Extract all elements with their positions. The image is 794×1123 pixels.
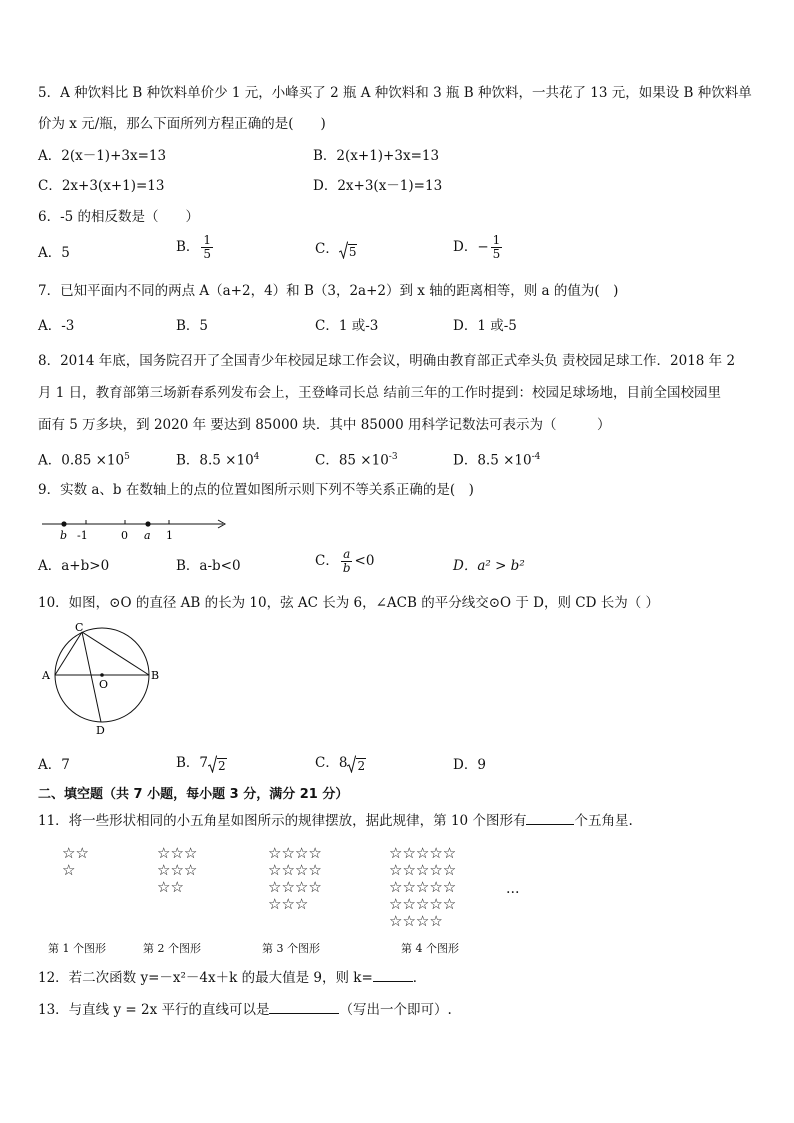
q7-option-d: D．1 或-5	[453, 318, 517, 334]
ellipsis: …	[506, 881, 520, 897]
figure-caption-1: 第 1 个图形	[48, 942, 106, 955]
q10-option-a: A．7	[38, 757, 70, 773]
q6-stem: 6．-5 的相反数是（ ）	[38, 209, 200, 225]
q8-stem-line1: 8．2014 年底，国务院召开了全国青少年校园足球工作会议，明确由教育部正式牵头负 责校园足球工作．2018 年 2	[38, 353, 736, 369]
q13-stem: 13．与直线 y = 2x 平行的直线可以是 （写出一个即可）.	[38, 1002, 452, 1018]
chord-ac	[55, 632, 82, 675]
q10-option-d: D．9	[453, 757, 486, 773]
q6-option-c: C． 5	[315, 241, 357, 259]
answer-blank	[373, 969, 413, 982]
fraction: $\frac{1}{5}$	[203, 233, 212, 261]
q5-option-a: A．2(x－1)+3x=13	[38, 148, 167, 164]
label-o: O	[99, 678, 109, 691]
q8-option-d: D．$8.5 \times 10^{-4}$	[453, 452, 541, 469]
label-zero: 0	[121, 529, 128, 542]
q6-option-a: A．5	[38, 245, 70, 261]
label-a: a	[144, 529, 151, 542]
q7-option-c: C．1 或-3	[315, 318, 379, 334]
q10-option-c: C．8 2	[315, 755, 366, 773]
star-figure-2: ☆☆☆ ☆☆☆ ☆☆	[157, 844, 198, 896]
fraction: $\frac{1}{5}$	[492, 233, 501, 261]
chord-cd	[82, 632, 101, 722]
answer-blank	[526, 812, 574, 825]
label-a: A	[42, 669, 50, 682]
q7-option-b: B．5	[176, 318, 209, 334]
q7-option-a: A．-3	[38, 318, 75, 334]
q10-stem: 10．如图，⊙O 的直径 AB 的长为 10，弦 AC 长为 6，∠ACB 的平分线交⊙O 于 D，则 CD 长为（ ）	[38, 595, 660, 611]
q5-option-d: D．2x+3(x－1)=13	[313, 178, 443, 194]
q8-option-c: C．$85 \times 10^{-3}$	[315, 452, 398, 469]
label-d: D	[96, 724, 105, 737]
q7-stem: 7．已知平面内不同的两点 A（a+2，4）和 B（3，2a+2）到 x 轴的距离相等，则 a 的值为( )	[38, 283, 619, 299]
q10-option-b: B．7 2	[176, 755, 226, 773]
label-c: C	[75, 621, 84, 634]
q9-stem: 9．实数 a、b 在数轴上的点的位置如图所示则下列不等关系正确的是( )	[38, 482, 474, 498]
sqrt: 2	[347, 755, 366, 773]
answer-blank	[269, 1001, 339, 1014]
q5-option-b: B．2(x+1)+3x=13	[313, 148, 440, 164]
star-figure-1: ☆☆ ☆	[62, 844, 89, 879]
q6-option-d: D．− $\frac{1}{5}$	[453, 233, 501, 261]
number-line-figure	[38, 512, 238, 542]
q8-option-b: B．$8.5 \times 10^4$	[176, 452, 260, 469]
point-b	[61, 521, 66, 526]
q9-option-c: C． $\frac{a}{b}$ <0	[315, 547, 375, 575]
star-figure-3: ☆☆☆☆ ☆☆☆☆ ☆☆☆☆ ☆☆☆	[268, 844, 322, 913]
figure-caption-3: 第 3 个图形	[262, 942, 320, 955]
label-minus1: -1	[77, 529, 88, 542]
q6-option-b: B． $\frac{1}{5}$	[176, 233, 212, 261]
center-point	[100, 673, 104, 677]
sqrt: 5	[339, 241, 358, 259]
sqrt: 2	[208, 755, 227, 773]
circle-figure	[40, 620, 170, 738]
q9-option-d: D．a² > b²	[453, 558, 525, 574]
figure-caption-2: 第 2 个图形	[143, 942, 201, 955]
q9-option-a: A．a+b>0	[38, 558, 110, 574]
q5-option-c: C．2x+3(x+1)=13	[38, 178, 165, 194]
q11-stem: 11．将一些形状相同的小五角星如图所示的规律摆放，据此规律，第 10 个图形有 个五角星.	[38, 813, 633, 829]
star-figure-4: ☆☆☆☆☆ ☆☆☆☆☆ ☆☆☆☆☆ ☆☆☆☆☆ ☆☆☆☆	[389, 844, 457, 930]
q5-stem-line1: 5．A 种饮料比 B 种饮料单价少 1 元，小峰买了 2 瓶 A 种饮料和 3 瓶 B 种饮料，一共花了 13 元，如果设 B 种饮料单	[38, 85, 752, 101]
q8-stem-line3: 面有 5 万多块，到 2020 年 要达到 85000 块．其中 85000 用科学记数法可表示为（ ）	[38, 417, 611, 433]
q5-stem-line2: 价为 x 元/瓶，那么下面所列方程正确的是( )	[38, 116, 326, 132]
q12-stem: 12．若二次函数 y=－x²－4x＋k 的最大值是 9，则 k= ．	[38, 970, 427, 986]
q8-option-a: A．$0.85 \times 10^5$	[38, 452, 130, 469]
section-heading: 二、填空题（共 7 小题，每小题 3 分，满分 21 分）	[38, 787, 349, 802]
figure-caption-4: 第 4 个图形	[401, 942, 459, 955]
q9-option-b: B．a-b<0	[176, 558, 241, 574]
label-b: B	[151, 669, 160, 682]
point-a	[145, 521, 150, 526]
chord-cb	[82, 632, 149, 675]
fraction: $\frac{a}{b}$	[342, 547, 351, 575]
label-one: 1	[166, 529, 173, 542]
q8-stem-line2: 月 1 日，教育部第三场新春系列发布会上，王登峰司长总 结前三年的工作时提到：校园足球场地，目前全国校园里	[38, 385, 721, 401]
label-b: b	[60, 529, 68, 542]
